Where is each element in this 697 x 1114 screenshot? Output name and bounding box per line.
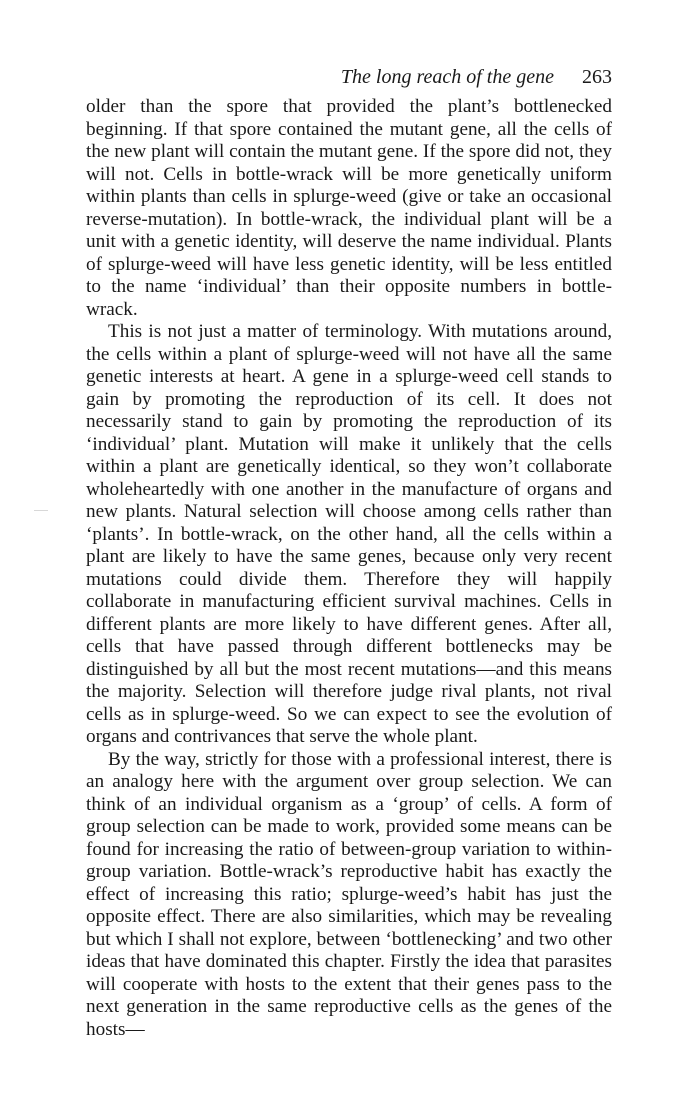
running-header bbox=[86, 64, 612, 90]
body-text bbox=[86, 96, 612, 1041]
paragraph-group-selection: By the way, strictly for those with a professional interest, there is an analogy here with the argument over group selection. We can think of an individual organism as a ‘group’ of cells. A form of group selection can be made to work, provided some means can be found for increasing the ratio of between-group variation to within-group variation. Bottle-wrack’s reproductive habit has exactly the effect of increasing this ratio; splurge-weed’s habit has just the opposite effect. There are also similarities, which may be revealing but which I shall not explore, between ‘bottlenecking’ and two other ideas that have dominated this chapter. Firstly the idea that parasites will cooperate with hosts to the extent that their genes pass to the next generation in the same reproductive cells as the genes of the hosts— bbox=[86, 748, 612, 1040]
margin-mark bbox=[34, 510, 48, 511]
page-number: 263 bbox=[582, 66, 612, 88]
paragraph-continuation: older than the spore that provided the plant’s bottlenecked beginning. If that spore contained the mutant gene, all the cells of the new plant will contain the mutant gene. If the spore did not, they will not. Cells in bottle-wrack will be more genetically uniform within plants than cells in splurge-weed (give or take an occasional reverse-mutation). In bottle-wrack, the individual plant will be a unit with a genetic identity, will deserve the name individual. Plants of splurge-weed will have less genetic identity, will be less entitled to the name ‘individual’ than their opposite numbers in bottle-wrack. bbox=[86, 96, 612, 320]
paragraph-terminology: This is not just a matter of terminology. With mutations around, the cells within a plant of splurge-weed will not have all the same genetic interests at heart. A gene in a splurge-weed cell stands to gain by promoting the reproduction of its cell. It does not necessarily stand to gain by promoting the reproduction of its ‘individual’ plant. Mutation will make it unlikely that the cells within a plant are genetically identical, so they won’t collaborate wholeheartedly with one another in the manufacture of organs and new plants. Natural selection will choose among cells rather than ‘plants’. In bottle-wrack, on the other hand, all the cells within a plant are likely to have the same genes, because only very recent mutations could divide them. Therefore they will happily collaborate in manufacturing efficient survival machines. Cells in different plants are more likely to have different genes. After all, cells that have passed through different bottlenecks may be distinguished by all but the most recent mutations—and this means the majority. Selection will therefore judge rival plants, not rival cells as in splurge-weed. So we can expect to see the evolution of organs and contrivances that serve the whole plant. bbox=[86, 321, 612, 747]
running-title: The long reach of the gene bbox=[340, 66, 554, 88]
